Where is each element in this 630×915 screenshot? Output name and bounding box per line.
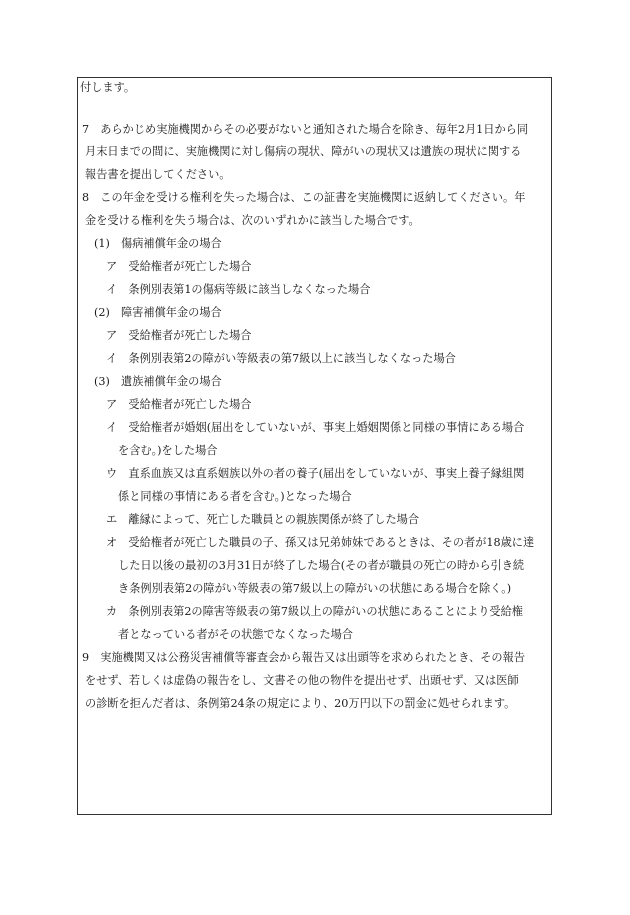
item-8-line-2: 金を受ける権利を失う場合は、次のいずれかに該当した場合です。 (85, 214, 420, 227)
item-7-line-3: 報告書を提出してください。 (85, 168, 231, 181)
sub-1-heading: (1) 傷病補償年金の場合 (94, 237, 222, 250)
sub-3-item-u-line-2: 係と同様の事情にある者を含む。)となった場合 (118, 490, 352, 503)
sub-3-item-o-line-2: した日以後の最初の3月31日が終了した場合(その者が職員の死亡の時から引き続 (118, 559, 525, 572)
item-9-line-3: の診断を拒んだ者は、条例第24条の規定により、20万円以下の罰金に処せられます。 (85, 697, 516, 710)
sub-3-item-i-line-2: を含む。)をした場合 (118, 444, 218, 457)
sub-3-item-a: ア 受給権者が死亡した場合 (106, 398, 252, 411)
item-9-line-2: をせず、若しくは虚偽の報告をし、文書その他の物件を提出せず、出頭せず、又は医師 (85, 674, 519, 687)
item-8-line-1: 8 この年金を受ける権利を失った場合は、この証書を実施機関に返納してください。年 (82, 191, 526, 204)
sub-3-item-e: エ 離縁によって、死亡した職員との親族関係が終了した場合 (106, 513, 420, 526)
sub-2-item-i: イ 条例別表第2の障がい等級表の第7級以上に該当しなくなった場合 (106, 352, 456, 365)
sub-1-item-i: イ 条例別表第1の傷病等級に該当しなくなった場合 (106, 283, 371, 296)
sub-3-item-ka-line-2: 者となっている者がその状態でなくなった場合 (118, 628, 353, 641)
sub-1-item-a: ア 受給権者が死亡した場合 (106, 260, 252, 273)
sub-3-item-o-line-1: オ 受給権者が死亡した職員の子、孫又は兄弟姉妹であるときは、その者が18歳に達 (106, 536, 535, 549)
sub-3-item-o-line-3: き条例別表第2の障がい等級表の第7級以上の障がいの状態にある場合を除く。) (118, 582, 512, 595)
sub-3-heading: (3) 遺族補償年金の場合 (94, 375, 222, 388)
intro-text: 付します。 (80, 81, 136, 94)
sub-3-item-ka-line-1: カ 条例別表第2の障害等級表の第7級以上の障がいの状態にあることにより受給権 (106, 605, 523, 618)
sub-2-heading: (2) 障害補償年金の場合 (94, 306, 222, 319)
sub-3-item-u-line-1: ウ 直系血族又は直系姻族以外の者の養子(届出をしていないが、事実上養子縁組関 (106, 467, 525, 480)
item-7-line-2: 月末日までの間に、実施機関に対し傷病の現状、障がいの現状又は遺族の現状に関する (85, 145, 522, 158)
sub-3-item-i-line-1: イ 受給権者が婚姻(届出をしていないが、事実上婚姻関係と同様の事情にある場合 (106, 421, 525, 434)
item-9-line-1: 9 実施機関又は公務災害補償等審査会から報告又は出頭等を求められたとき、その報告 (82, 651, 525, 664)
item-7-line-1: 7 あらかじめ実施機関からその必要がないと通知された場合を除き、毎年2月1日から同 (82, 123, 529, 136)
sub-2-item-a: ア 受給権者が死亡した場合 (106, 329, 252, 342)
